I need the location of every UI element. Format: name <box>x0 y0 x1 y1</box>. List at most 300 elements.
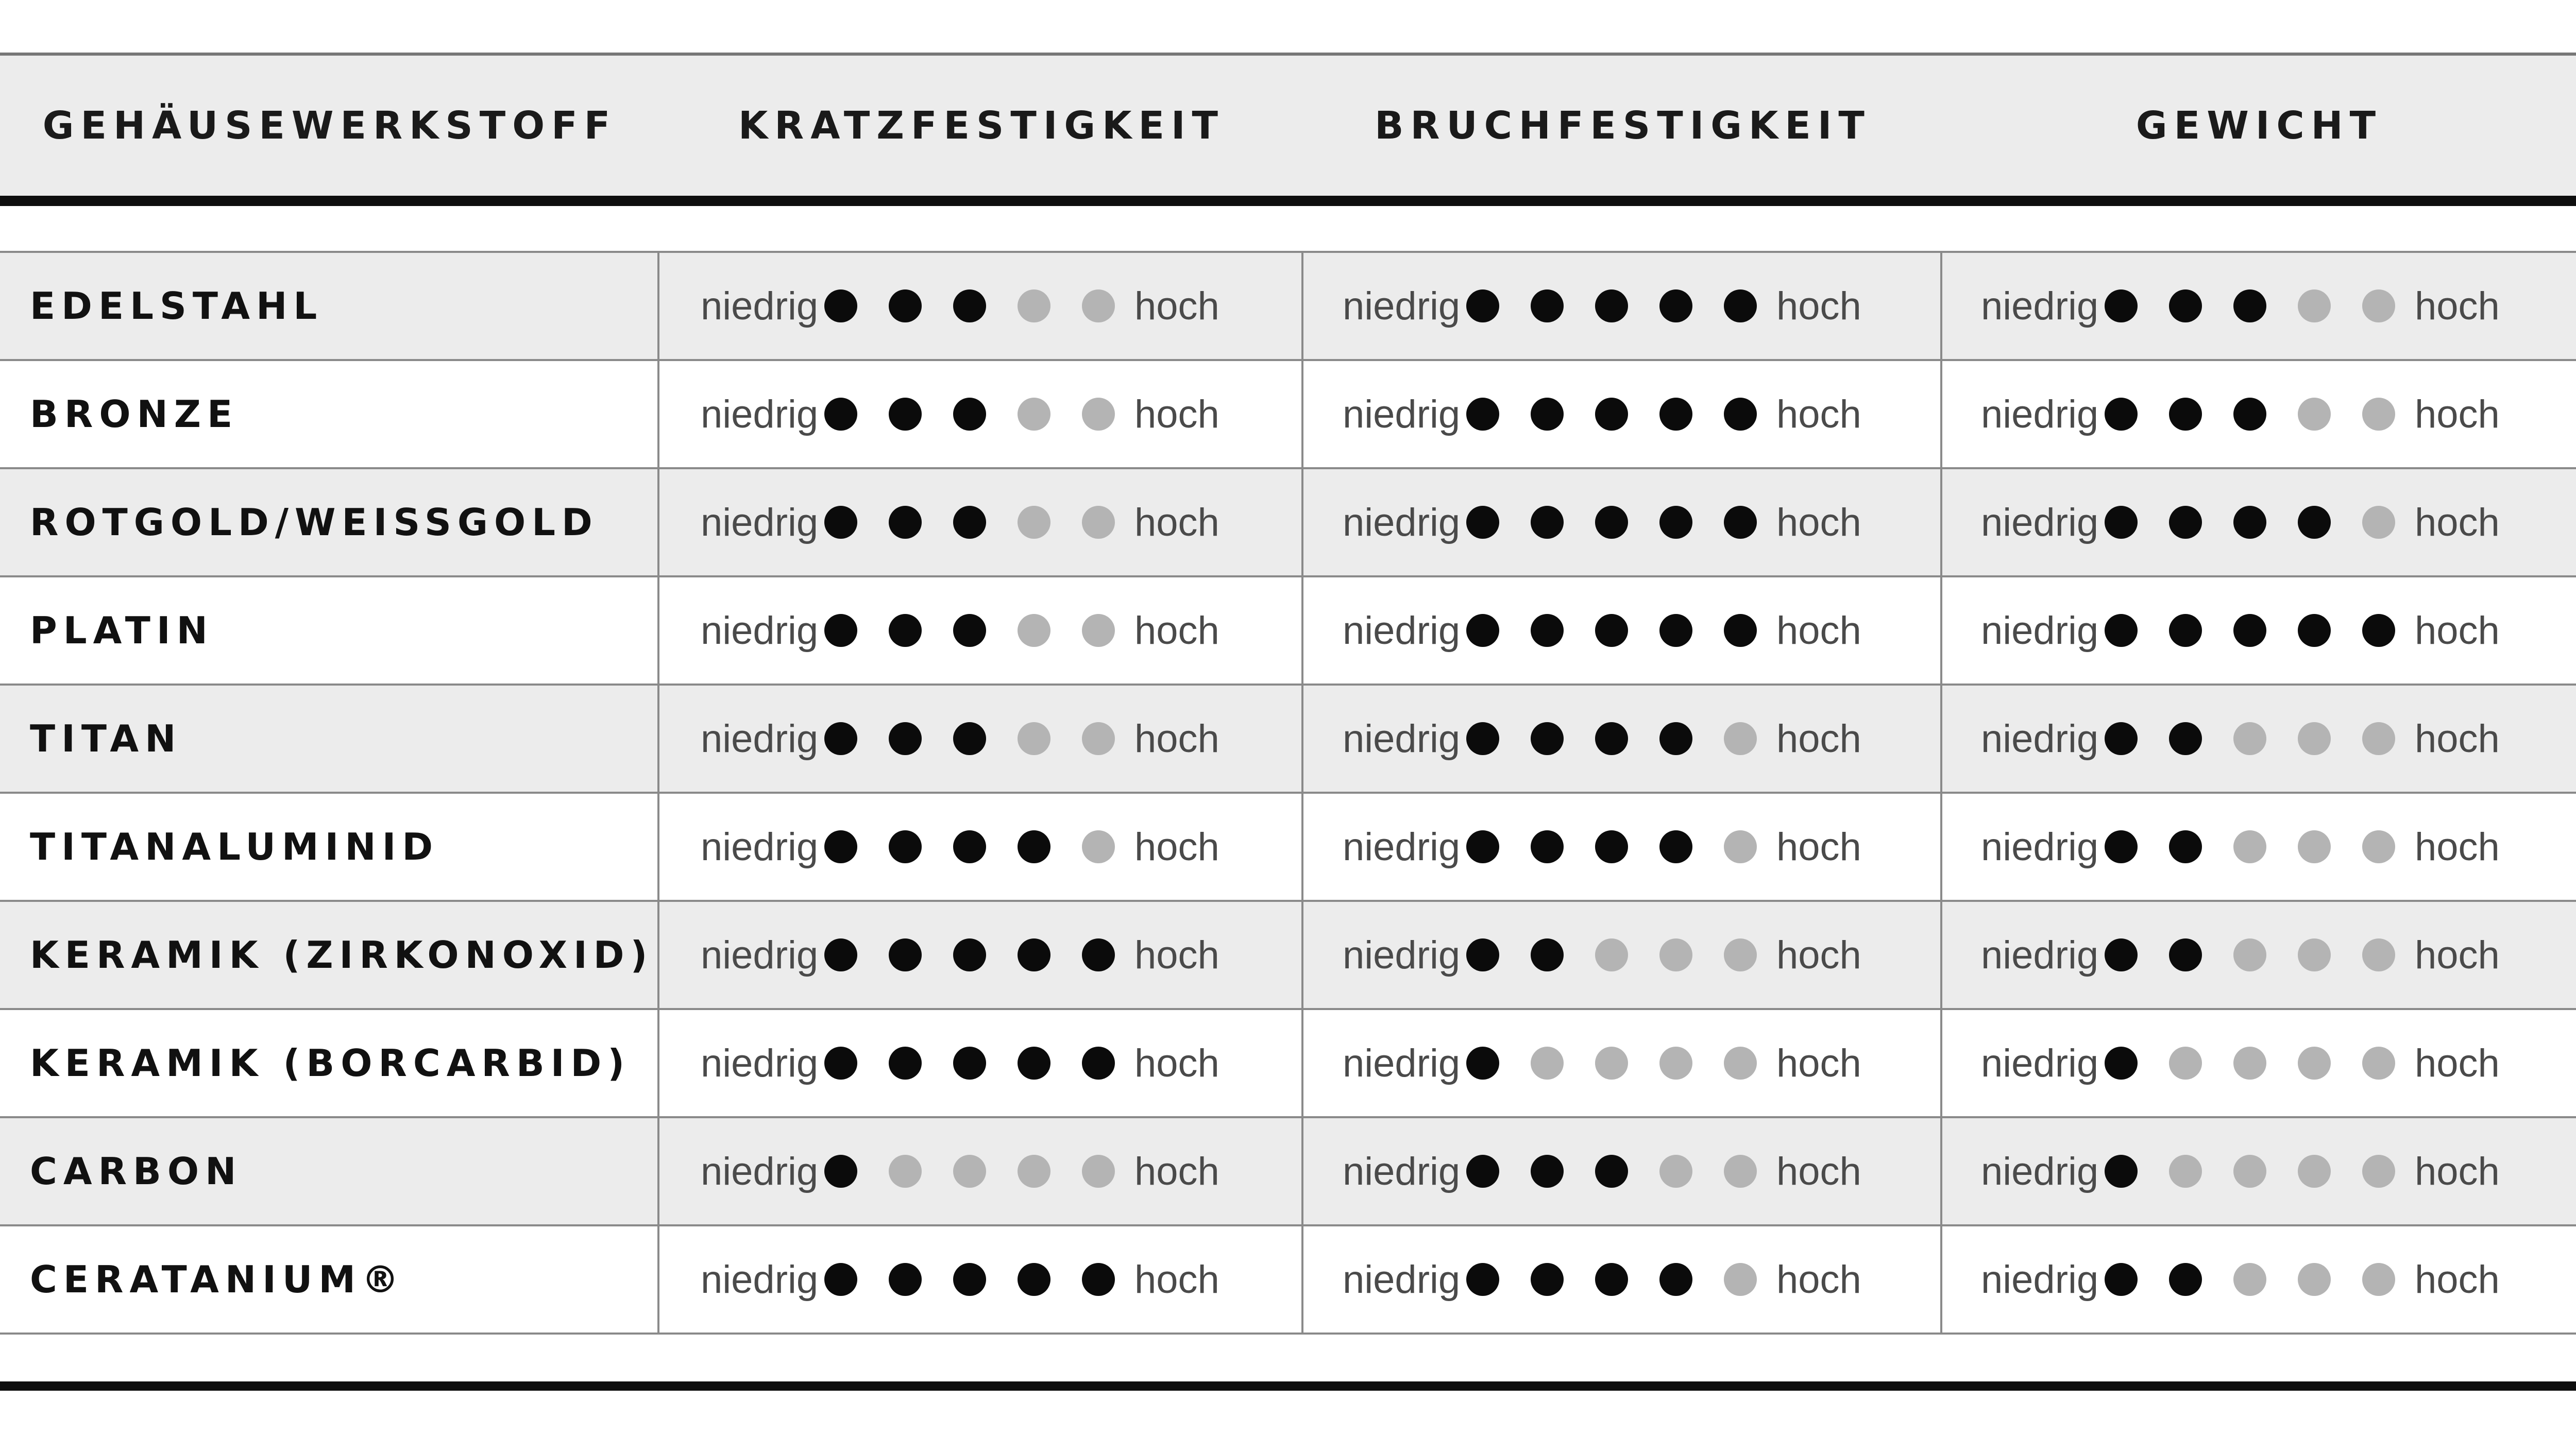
column-divider <box>657 902 659 1008</box>
empty-dot-icon <box>2169 1047 2202 1080</box>
scale-low-label: niedrig <box>701 500 819 544</box>
empty-dot-icon <box>2298 722 2331 755</box>
rating-dots <box>1466 1263 1757 1296</box>
header-scratch-resistance: KRATZFESTIGKEIT <box>738 104 1225 148</box>
scale-low-label: niedrig <box>1343 284 1461 328</box>
rating-dots <box>1466 398 1757 431</box>
filled-dot-icon <box>1595 1155 1628 1188</box>
filled-dot-icon <box>2105 722 2138 755</box>
scale-high-label: hoch <box>2415 608 2500 653</box>
filled-dot-icon <box>2169 830 2202 863</box>
filled-dot-icon <box>2169 1263 2202 1296</box>
filled-dot-icon <box>953 614 986 647</box>
filled-dot-icon <box>1531 506 1564 539</box>
filled-dot-icon <box>1595 830 1628 863</box>
filled-dot-icon <box>1466 506 1499 539</box>
filled-dot-icon <box>1595 398 1628 431</box>
empty-dot-icon <box>1724 1155 1757 1188</box>
filled-dot-icon <box>1466 614 1499 647</box>
scratch-resistance-rating <box>701 902 1219 1008</box>
material-name: CARBON <box>30 1150 243 1193</box>
empty-dot-icon <box>2233 722 2266 755</box>
table-header <box>0 56 2576 196</box>
empty-dot-icon <box>1724 830 1757 863</box>
filled-dot-icon <box>1531 1155 1564 1188</box>
column-divider <box>1940 686 1942 792</box>
scale-high-label: hoch <box>2415 825 2500 869</box>
filled-dot-icon <box>824 614 857 647</box>
scale-high-label: hoch <box>2415 284 2500 328</box>
filled-dot-icon <box>1659 614 1692 647</box>
scratch-resistance-rating <box>701 1226 1219 1333</box>
empty-dot-icon <box>1659 1155 1692 1188</box>
empty-dot-icon <box>2362 398 2395 431</box>
scale-low-label: niedrig <box>701 1041 819 1085</box>
scale-low-label: niedrig <box>1981 933 2099 977</box>
filled-dot-icon <box>2233 614 2266 647</box>
column-divider <box>1940 577 1942 684</box>
filled-dot-icon <box>2105 1263 2138 1296</box>
rating-dots <box>1466 614 1757 647</box>
scale-low-label: niedrig <box>1343 392 1461 436</box>
column-divider <box>1940 469 1942 575</box>
column-divider <box>657 1010 659 1116</box>
empty-dot-icon <box>2298 938 2331 971</box>
empty-dot-icon <box>889 1155 922 1188</box>
fracture-resistance-rating <box>1343 1226 1861 1333</box>
empty-dot-icon <box>2298 1155 2331 1188</box>
filled-dot-icon <box>1082 1263 1115 1296</box>
filled-dot-icon <box>889 1263 922 1296</box>
scale-low-label: niedrig <box>701 284 819 328</box>
scale-low-label: niedrig <box>1981 1041 2099 1085</box>
column-divider <box>1940 253 1942 359</box>
fracture-resistance-rating <box>1343 686 1861 792</box>
rating-dots <box>824 1263 1115 1296</box>
filled-dot-icon <box>889 938 922 971</box>
filled-dot-icon <box>889 1047 922 1080</box>
rating-dots <box>2105 506 2395 539</box>
filled-dot-icon <box>953 506 986 539</box>
filled-dot-icon <box>1018 1263 1050 1296</box>
filled-dot-icon <box>889 614 922 647</box>
weight-rating <box>1981 577 2500 684</box>
filled-dot-icon <box>2169 506 2202 539</box>
empty-dot-icon <box>2233 938 2266 971</box>
weight-rating <box>1981 902 2500 1008</box>
scale-high-label: hoch <box>2415 1257 2500 1302</box>
column-divider <box>1940 1010 1942 1116</box>
filled-dot-icon <box>953 1263 986 1296</box>
rating-dots <box>2105 1155 2395 1188</box>
scale-low-label: niedrig <box>1343 1041 1461 1085</box>
scale-high-label: hoch <box>1134 608 1219 653</box>
weight-rating <box>1981 1118 2500 1224</box>
filled-dot-icon <box>1595 1263 1628 1296</box>
scratch-resistance-rating <box>701 1010 1219 1116</box>
scratch-resistance-rating <box>701 361 1219 467</box>
filled-dot-icon <box>953 1047 986 1080</box>
filled-dot-icon <box>953 289 986 322</box>
fracture-resistance-rating <box>1343 902 1861 1008</box>
scratch-resistance-rating <box>701 253 1219 359</box>
rating-dots <box>1466 1047 1757 1080</box>
empty-dot-icon <box>1724 1047 1757 1080</box>
empty-dot-icon <box>2362 938 2395 971</box>
empty-dot-icon <box>2298 1047 2331 1080</box>
material-name: BRONZE <box>30 392 239 436</box>
scale-low-label: niedrig <box>1343 608 1461 653</box>
scale-high-label: hoch <box>1134 825 1219 869</box>
empty-dot-icon <box>1724 938 1757 971</box>
fracture-resistance-rating <box>1343 794 1861 900</box>
fracture-resistance-rating <box>1343 253 1861 359</box>
rating-dots <box>824 289 1115 322</box>
material-name: TITAN <box>30 717 182 760</box>
filled-dot-icon <box>824 506 857 539</box>
rating-dots <box>1466 938 1757 971</box>
empty-dot-icon <box>2362 506 2395 539</box>
empty-dot-icon <box>1018 1155 1050 1188</box>
filled-dot-icon <box>824 1263 857 1296</box>
filled-dot-icon <box>1082 938 1115 971</box>
empty-dot-icon <box>1018 506 1050 539</box>
rating-dots <box>2105 1263 2395 1296</box>
weight-rating <box>1981 686 2500 792</box>
empty-dot-icon <box>1082 614 1115 647</box>
fracture-resistance-rating <box>1343 1118 1861 1224</box>
filled-dot-icon <box>1466 722 1499 755</box>
table-row <box>0 686 2576 794</box>
scale-low-label: niedrig <box>1981 1257 2099 1302</box>
weight-rating <box>1981 794 2500 900</box>
header-fracture-resistance: BRUCHFESTIGKEIT <box>1375 104 1871 148</box>
column-divider <box>1940 794 1942 900</box>
empty-dot-icon <box>2362 1155 2395 1188</box>
empty-dot-icon <box>2298 830 2331 863</box>
scale-high-label: hoch <box>1776 392 1861 436</box>
filled-dot-icon <box>1595 722 1628 755</box>
filled-dot-icon <box>2105 289 2138 322</box>
filled-dot-icon <box>889 830 922 863</box>
scratch-resistance-rating <box>701 469 1219 575</box>
column-divider <box>1301 686 1303 792</box>
filled-dot-icon <box>2105 614 2138 647</box>
empty-dot-icon <box>953 1155 986 1188</box>
column-divider <box>1301 469 1303 575</box>
column-divider <box>657 686 659 792</box>
weight-rating <box>1981 253 2500 359</box>
empty-dot-icon <box>1659 1047 1692 1080</box>
filled-dot-icon <box>1018 1047 1050 1080</box>
empty-dot-icon <box>1018 722 1050 755</box>
empty-dot-icon <box>1018 289 1050 322</box>
filled-dot-icon <box>1724 289 1757 322</box>
table-row <box>0 577 2576 686</box>
filled-dot-icon <box>2105 830 2138 863</box>
filled-dot-icon <box>1659 506 1692 539</box>
filled-dot-icon <box>2362 614 2395 647</box>
filled-dot-icon <box>1466 830 1499 863</box>
filled-dot-icon <box>1531 614 1564 647</box>
scale-high-label: hoch <box>1134 1041 1219 1085</box>
scale-high-label: hoch <box>1776 716 1861 761</box>
rating-dots <box>1466 830 1757 863</box>
filled-dot-icon <box>2105 506 2138 539</box>
scale-low-label: niedrig <box>1981 1149 2099 1193</box>
scale-high-label: hoch <box>1776 1257 1861 1302</box>
material-name: CERATANIUM® <box>30 1258 405 1301</box>
scale-low-label: niedrig <box>1981 392 2099 436</box>
filled-dot-icon <box>1659 1263 1692 1296</box>
scale-low-label: niedrig <box>1343 1257 1461 1302</box>
scale-low-label: niedrig <box>701 716 819 761</box>
empty-dot-icon <box>2362 722 2395 755</box>
table-row <box>0 902 2576 1010</box>
filled-dot-icon <box>1531 938 1564 971</box>
material-name: KERAMIK (ZIRKONOXID) <box>30 933 654 977</box>
filled-dot-icon <box>2105 1047 2138 1080</box>
empty-dot-icon <box>1082 1155 1115 1188</box>
empty-dot-icon <box>2362 1263 2395 1296</box>
scale-low-label: niedrig <box>701 1149 819 1193</box>
table-row <box>0 1118 2576 1226</box>
filled-dot-icon <box>824 1155 857 1188</box>
scale-low-label: niedrig <box>1981 716 2099 761</box>
rating-dots <box>2105 722 2395 755</box>
fracture-resistance-rating <box>1343 1010 1861 1116</box>
filled-dot-icon <box>2169 289 2202 322</box>
empty-dot-icon <box>1082 398 1115 431</box>
empty-dot-icon <box>1595 1047 1628 1080</box>
filled-dot-icon <box>2233 289 2266 322</box>
header-weight: GEWICHT <box>2136 104 2383 148</box>
column-divider <box>1940 1226 1942 1333</box>
empty-dot-icon <box>2298 398 2331 431</box>
empty-dot-icon <box>1659 938 1692 971</box>
scale-low-label: niedrig <box>701 933 819 977</box>
filled-dot-icon <box>824 1047 857 1080</box>
scale-low-label: niedrig <box>1343 933 1461 977</box>
scale-high-label: hoch <box>2415 500 2500 544</box>
column-divider <box>1301 253 1303 359</box>
empty-dot-icon <box>2233 1047 2266 1080</box>
rating-dots <box>824 614 1115 647</box>
filled-dot-icon <box>953 722 986 755</box>
empty-dot-icon <box>1082 506 1115 539</box>
rating-dots <box>2105 1047 2395 1080</box>
filled-dot-icon <box>953 830 986 863</box>
header-material: GEHÄUSEWERKSTOFF <box>42 104 617 148</box>
filled-dot-icon <box>824 722 857 755</box>
weight-rating <box>1981 1226 2500 1333</box>
rating-dots <box>2105 398 2395 431</box>
filled-dot-icon <box>1724 506 1757 539</box>
filled-dot-icon <box>1531 398 1564 431</box>
empty-dot-icon <box>1595 938 1628 971</box>
material-name: TITANALUMINID <box>30 825 439 868</box>
table-row <box>0 253 2576 361</box>
weight-rating <box>1981 469 2500 575</box>
column-divider <box>657 361 659 467</box>
column-divider <box>1301 577 1303 684</box>
filled-dot-icon <box>1595 289 1628 322</box>
rating-dots <box>2105 614 2395 647</box>
scale-high-label: hoch <box>1776 284 1861 328</box>
scale-high-label: hoch <box>2415 1149 2500 1193</box>
filled-dot-icon <box>1466 938 1499 971</box>
empty-dot-icon <box>1724 1263 1757 1296</box>
scale-low-label: niedrig <box>1981 500 2099 544</box>
material-name: PLATIN <box>30 609 214 652</box>
scale-high-label: hoch <box>1776 500 1861 544</box>
table-row <box>0 361 2576 469</box>
material-name: EDELSTAHL <box>30 284 324 328</box>
filled-dot-icon <box>2105 938 2138 971</box>
scale-high-label: hoch <box>1134 933 1219 977</box>
filled-dot-icon <box>1659 722 1692 755</box>
empty-dot-icon <box>1082 289 1115 322</box>
filled-dot-icon <box>824 289 857 322</box>
rating-dots <box>824 398 1115 431</box>
material-name: KERAMIK (BORCARBID) <box>30 1041 631 1085</box>
column-divider <box>1301 1226 1303 1333</box>
filled-dot-icon <box>2298 506 2331 539</box>
filled-dot-icon <box>2105 398 2138 431</box>
scale-high-label: hoch <box>1134 1257 1219 1302</box>
rating-dots <box>824 722 1115 755</box>
filled-dot-icon <box>2169 938 2202 971</box>
scale-high-label: hoch <box>2415 1041 2500 1085</box>
scale-high-label: hoch <box>1776 933 1861 977</box>
filled-dot-icon <box>1466 289 1499 322</box>
table-row <box>0 794 2576 902</box>
filled-dot-icon <box>889 398 922 431</box>
column-divider <box>1301 1118 1303 1224</box>
filled-dot-icon <box>1724 398 1757 431</box>
scratch-resistance-rating <box>701 1118 1219 1224</box>
bottom-rule <box>0 1381 2576 1391</box>
table-row <box>0 1010 2576 1118</box>
scale-low-label: niedrig <box>1343 500 1461 544</box>
scale-high-label: hoch <box>2415 716 2500 761</box>
filled-dot-icon <box>953 938 986 971</box>
empty-dot-icon <box>2169 1155 2202 1188</box>
filled-dot-icon <box>1531 722 1564 755</box>
scale-high-label: hoch <box>2415 933 2500 977</box>
scale-high-label: hoch <box>1776 1149 1861 1193</box>
fracture-resistance-rating <box>1343 469 1861 575</box>
scale-low-label: niedrig <box>1343 716 1461 761</box>
column-divider <box>657 469 659 575</box>
filled-dot-icon <box>1466 1263 1499 1296</box>
filled-dot-icon <box>2169 614 2202 647</box>
scale-low-label: niedrig <box>1981 284 2099 328</box>
table-row <box>0 469 2576 577</box>
filled-dot-icon <box>1466 1155 1499 1188</box>
empty-dot-icon <box>1018 398 1050 431</box>
scale-low-label: niedrig <box>701 608 819 653</box>
rating-dots <box>2105 938 2395 971</box>
table-row <box>0 1226 2576 1335</box>
rating-dots <box>824 938 1115 971</box>
scratch-resistance-rating <box>701 794 1219 900</box>
filled-dot-icon <box>889 722 922 755</box>
rating-dots <box>1466 1155 1757 1188</box>
scale-high-label: hoch <box>1134 392 1219 436</box>
filled-dot-icon <box>2169 398 2202 431</box>
filled-dot-icon <box>1595 506 1628 539</box>
empty-dot-icon <box>2298 289 2331 322</box>
column-divider <box>1301 794 1303 900</box>
filled-dot-icon <box>1595 614 1628 647</box>
column-divider <box>1301 902 1303 1008</box>
filled-dot-icon <box>1724 614 1757 647</box>
filled-dot-icon <box>1082 1047 1115 1080</box>
empty-dot-icon <box>2362 289 2395 322</box>
filled-dot-icon <box>1531 830 1564 863</box>
rating-dots <box>1466 722 1757 755</box>
rating-dots <box>2105 289 2395 322</box>
scale-high-label: hoch <box>1134 500 1219 544</box>
empty-dot-icon <box>2233 1263 2266 1296</box>
rating-dots <box>824 830 1115 863</box>
scratch-resistance-rating <box>701 686 1219 792</box>
scratch-resistance-rating <box>701 577 1219 684</box>
scale-high-label: hoch <box>1776 608 1861 653</box>
filled-dot-icon <box>2233 506 2266 539</box>
rating-dots <box>1466 289 1757 322</box>
filled-dot-icon <box>1659 289 1692 322</box>
empty-dot-icon <box>1724 722 1757 755</box>
column-divider <box>657 253 659 359</box>
rating-dots <box>824 1047 1115 1080</box>
scale-low-label: niedrig <box>1981 825 2099 869</box>
column-divider <box>1940 361 1942 467</box>
empty-dot-icon <box>2233 1155 2266 1188</box>
rating-dots <box>824 1155 1115 1188</box>
fracture-resistance-rating <box>1343 361 1861 467</box>
filled-dot-icon <box>953 398 986 431</box>
filled-dot-icon <box>1531 1263 1564 1296</box>
scale-low-label: niedrig <box>701 1257 819 1302</box>
filled-dot-icon <box>1466 1047 1499 1080</box>
table-body <box>0 253 2576 1335</box>
filled-dot-icon <box>1018 938 1050 971</box>
scale-low-label: niedrig <box>1343 1149 1461 1193</box>
filled-dot-icon <box>2105 1155 2138 1188</box>
filled-dot-icon <box>2169 722 2202 755</box>
column-divider <box>1301 1010 1303 1116</box>
fracture-resistance-rating <box>1343 577 1861 684</box>
filled-dot-icon <box>2298 614 2331 647</box>
column-divider <box>1940 902 1942 1008</box>
material-name: ROTGOLD/WEISSGOLD <box>30 501 599 544</box>
rating-dots <box>1466 506 1757 539</box>
filled-dot-icon <box>2233 398 2266 431</box>
scale-low-label: niedrig <box>1343 825 1461 869</box>
empty-dot-icon <box>2298 1263 2331 1296</box>
header-rule <box>0 196 2576 206</box>
filled-dot-icon <box>1659 830 1692 863</box>
column-divider <box>657 794 659 900</box>
filled-dot-icon <box>1018 830 1050 863</box>
filled-dot-icon <box>889 506 922 539</box>
empty-dot-icon <box>1531 1047 1564 1080</box>
scale-high-label: hoch <box>1134 1149 1219 1193</box>
empty-dot-icon <box>1082 830 1115 863</box>
scale-low-label: niedrig <box>701 825 819 869</box>
